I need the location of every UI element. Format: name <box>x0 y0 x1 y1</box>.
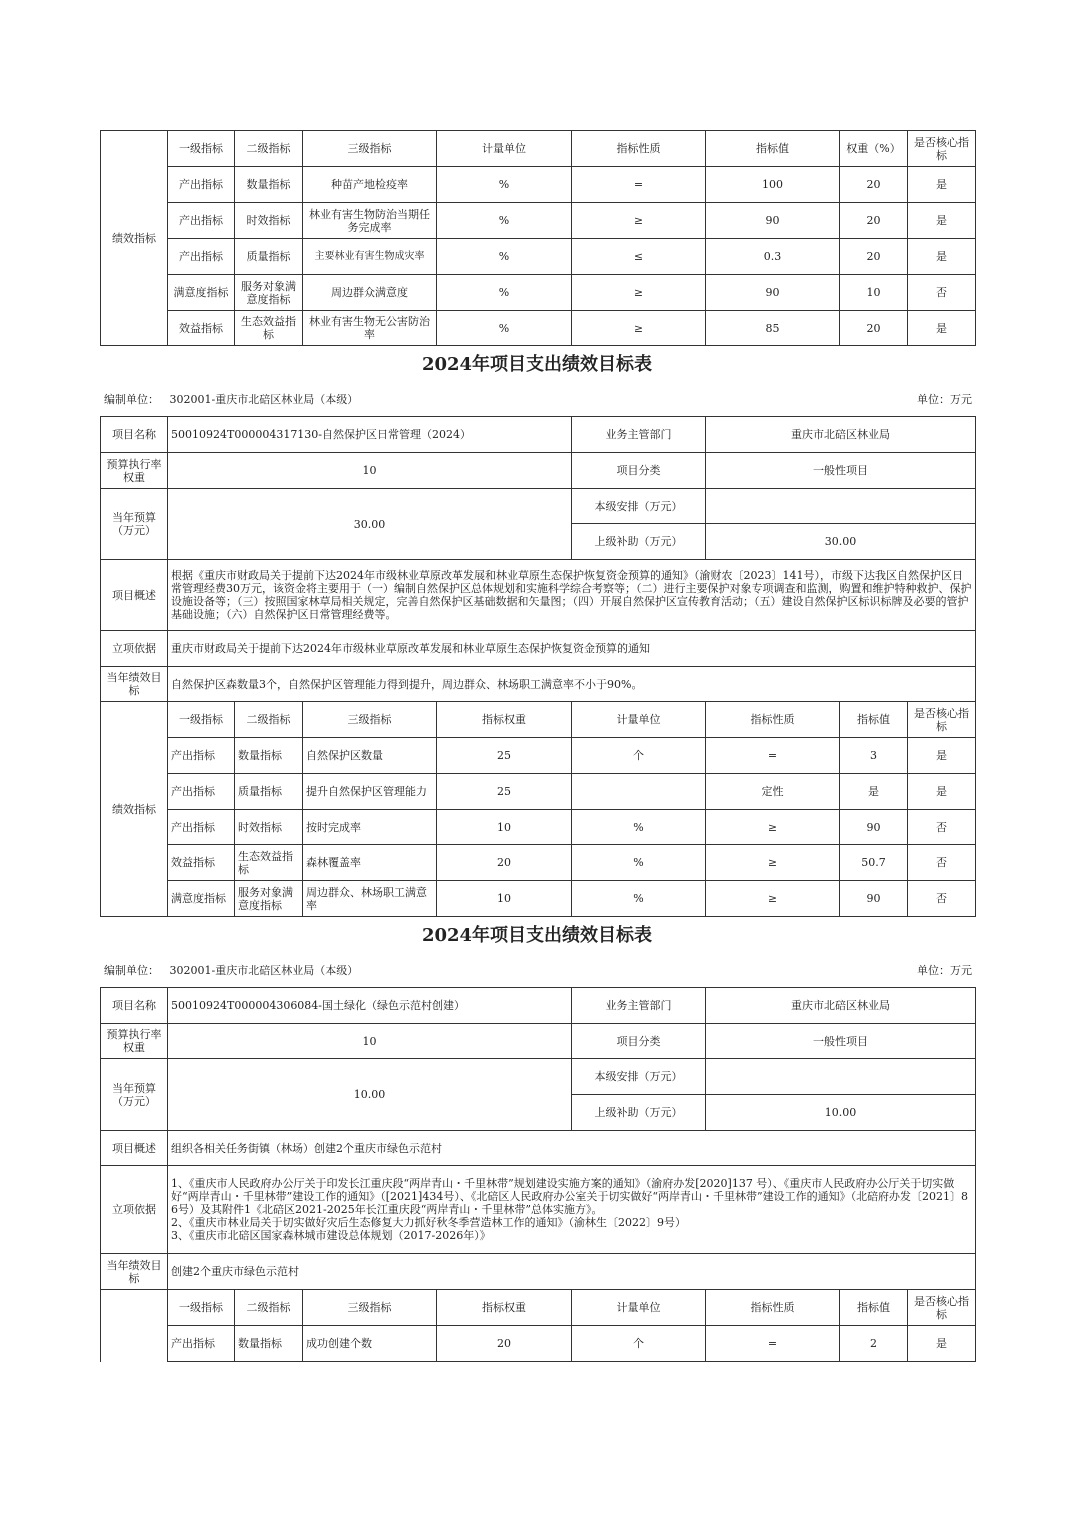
cell: % <box>437 167 572 203</box>
cell: 产出指标 <box>168 1326 235 1362</box>
cell: 满意度指标 <box>168 881 235 917</box>
org-label: 编制单位： <box>104 964 159 977</box>
header-level3: 三级指标 <box>303 702 437 738</box>
header-core: 是否核心指标 <box>908 131 976 167</box>
cell: 数量指标 <box>235 167 303 203</box>
cell: 否 <box>908 275 976 311</box>
cell: 定性 <box>706 774 840 810</box>
header-level1: 一级指标 <box>168 131 235 167</box>
budget-value: 10.00 <box>168 1059 572 1131</box>
cell <box>572 774 706 810</box>
cell: 森林覆盖率 <box>303 845 437 881</box>
cell: 是 <box>908 774 976 810</box>
upper-value: 10.00 <box>706 1095 976 1131</box>
header-level2: 二级指标 <box>235 131 303 167</box>
cell: 林业有害生物防治当期任务完成率 <box>303 203 437 239</box>
table-row <box>101 774 976 810</box>
org-value: 302001-重庆市北碚区林业局（本级） <box>169 393 359 406</box>
basis-value: 重庆市财政局关于提前下达2024年市级林业草原改革发展和林业草原生态保护恢复资金预算的通知 <box>168 631 976 667</box>
cell: 生态效益指标 <box>235 845 303 881</box>
table-row <box>101 810 976 845</box>
cell: 0.3 <box>706 239 840 275</box>
cell: 是 <box>908 738 976 774</box>
label-overview: 项目概述 <box>101 560 168 631</box>
cell: 主要林业有害生物成灾率 <box>303 239 437 275</box>
table-row <box>101 239 976 275</box>
basis-item-3: 3、《重庆市北碚区国家森林城市建设总体规划（2017-2026年）》 <box>171 1229 491 1242</box>
cell: 90 <box>840 881 908 917</box>
table-row <box>101 881 976 917</box>
header-level2: 二级指标 <box>235 702 303 738</box>
header-nature: 指标性质 <box>706 1290 840 1326</box>
label-budget: 当年预算（万元） <box>101 489 168 560</box>
cell: 周边群众、林场职工满意率 <box>303 881 437 917</box>
cell: 90 <box>840 810 908 845</box>
dept-value: 重庆市北碚区林业局 <box>706 988 976 1024</box>
cell: % <box>572 810 706 845</box>
cell: 提升自然保护区管理能力 <box>303 774 437 810</box>
label-proj-name: 项目名称 <box>101 988 168 1024</box>
cell: = <box>572 167 706 203</box>
local-value <box>706 1059 976 1095</box>
cell: 种苗产地检疫率 <box>303 167 437 203</box>
label-upper: 上级补助（万元） <box>572 1095 706 1131</box>
cell: 数量指标 <box>235 738 303 774</box>
upper-value: 30.00 <box>706 524 976 560</box>
label-goal: 当年绩效目标 <box>101 667 168 702</box>
org-label: 编制单位： <box>104 393 159 406</box>
exec-rate-value: 10 <box>168 1024 572 1059</box>
category-value: 一般性项目 <box>706 453 976 489</box>
cell: 时效指标 <box>235 203 303 239</box>
cell: 产出指标 <box>168 810 235 845</box>
cell: 20 <box>437 845 572 881</box>
category-value: 一般性项目 <box>706 1024 976 1059</box>
org-line-2 <box>104 391 358 407</box>
table-row <box>101 167 976 203</box>
cell: 满意度指标 <box>168 275 235 311</box>
basis-value <box>168 1166 976 1254</box>
label-local: 本级安排（万元） <box>572 1059 706 1095</box>
cell: % <box>437 239 572 275</box>
cell: 按时完成率 <box>303 810 437 845</box>
header-level3: 三级指标 <box>303 1290 437 1326</box>
header-level3: 三级指标 <box>303 131 437 167</box>
cell: 周边群众满意度 <box>303 275 437 311</box>
cell: % <box>437 275 572 311</box>
cell: 90 <box>706 203 840 239</box>
cell: ≥ <box>706 810 840 845</box>
cell: 个 <box>572 1326 706 1362</box>
cell: 成功创建个数 <box>303 1326 437 1362</box>
table-row <box>101 275 976 311</box>
label-dept: 业务主管部门 <box>572 988 706 1024</box>
goal-value: 自然保护区森数量3个，自然保护区管理能力得到提升，周边群众、林场职工满意率不小于90%。 <box>168 667 976 702</box>
table-row <box>101 311 976 346</box>
cell: 20 <box>840 311 908 346</box>
basis-item-2: 2、《重庆市林业局关于切实做好灾后生态修复大力抓好秋冬季营造林工作的通知》（渝林生〔2022〕9号） <box>171 1216 686 1229</box>
unit-label: 单位：万元 <box>917 964 972 977</box>
header-weight: 指标权重 <box>437 1290 572 1326</box>
cell: 服务对象满意度指标 <box>235 275 303 311</box>
label-proj-name: 项目名称 <box>101 417 168 453</box>
cell: ≥ <box>572 311 706 346</box>
cell: 90 <box>706 275 840 311</box>
label-category: 项目分类 <box>572 453 706 489</box>
cell: 是 <box>908 239 976 275</box>
cell: 自然保护区数量 <box>303 738 437 774</box>
label-exec-rate: 预算执行率权重 <box>101 453 168 489</box>
goal-value: 创建2个重庆市绿色示范村 <box>168 1254 976 1290</box>
header-value: 指标值 <box>840 1290 908 1326</box>
header-value: 指标值 <box>706 131 840 167</box>
cell: 100 <box>706 167 840 203</box>
overview-value: 组织各相关任务街镇（林场）创建2个重庆市绿色示范村 <box>168 1131 976 1166</box>
cell: ≤ <box>572 239 706 275</box>
header-value: 指标值 <box>840 702 908 738</box>
cell: = <box>706 1326 840 1362</box>
dept-value: 重庆市北碚区林业局 <box>706 417 976 453</box>
cell: 25 <box>437 738 572 774</box>
perf-label-cont <box>101 1290 168 1362</box>
cell: 生态效益指标 <box>235 311 303 346</box>
label-upper: 上级补助（万元） <box>572 524 706 560</box>
org-line-3 <box>104 962 358 978</box>
cell: 50.7 <box>840 845 908 881</box>
cell: 10 <box>840 275 908 311</box>
table-row <box>101 1326 976 1362</box>
cell: 85 <box>706 311 840 346</box>
budget-value: 30.00 <box>168 489 572 560</box>
table-row <box>101 738 976 774</box>
project-table-2 <box>100 416 976 917</box>
header-level1: 一级指标 <box>168 702 235 738</box>
project-table-3 <box>100 987 976 1362</box>
label-basis: 立项依据 <box>101 631 168 667</box>
section2-title: 2024年项目支出绩效目标表 <box>421 354 653 375</box>
cell: 20 <box>840 239 908 275</box>
header-unit: 计量单位 <box>572 702 706 738</box>
cell: 产出指标 <box>168 239 235 275</box>
cell: = <box>706 738 840 774</box>
cell: 是 <box>908 203 976 239</box>
label-goal: 当年绩效目标 <box>101 1254 168 1290</box>
header-unit: 计量单位 <box>572 1290 706 1326</box>
cell: % <box>437 203 572 239</box>
label-dept: 业务主管部门 <box>572 417 706 453</box>
exec-rate-value: 10 <box>168 453 572 489</box>
cell: 是 <box>908 167 976 203</box>
cell: 效益指标 <box>168 845 235 881</box>
cell: ≥ <box>572 275 706 311</box>
cell: 产出指标 <box>168 774 235 810</box>
label-exec-rate: 预算执行率权重 <box>101 1024 168 1059</box>
cell: 服务对象满意度指标 <box>235 881 303 917</box>
header-nature: 指标性质 <box>572 131 706 167</box>
cell: 20 <box>840 203 908 239</box>
header-core: 是否核心指标 <box>908 702 976 738</box>
label-category: 项目分类 <box>572 1024 706 1059</box>
label-local: 本级安排（万元） <box>572 489 706 524</box>
section3-title: 2024年项目支出绩效目标表 <box>421 925 653 946</box>
cell: 时效指标 <box>235 810 303 845</box>
cell: 是 <box>908 1326 976 1362</box>
cell: 25 <box>437 774 572 810</box>
perf-table-1 <box>100 130 976 346</box>
label-budget: 当年预算（万元） <box>101 1059 168 1131</box>
cell: 产出指标 <box>168 203 235 239</box>
basis-item-1: 1、《重庆市人民政府办公厅关于印发长江重庆段“两岸青山・千里林带”规划建设实施方案的通知》（渝府办发[2020]137 号）、《重庆市人民政府办公厅关于切实做好“两岸青山・千里林带”建设工作的通知》（[2021]434号）、《北碚区人民政府办公室关于切实做好“两岸青山・千里林带”建设工作的通知》（北碚府办发〔2021〕86号）及其附件1《北碚区2021-2025年长江重庆段“两岸青山・千里林带”总体实施方》。 <box>171 1177 969 1216</box>
header-unit: 计量单位 <box>437 131 572 167</box>
cell: 10 <box>437 881 572 917</box>
cell: % <box>572 845 706 881</box>
header-weight: 指标权重 <box>437 702 572 738</box>
cell: 3 <box>840 738 908 774</box>
cell: 效益指标 <box>168 311 235 346</box>
cell: ≥ <box>572 203 706 239</box>
cell: 质量指标 <box>235 774 303 810</box>
cell: 是 <box>908 311 976 346</box>
header-level1: 一级指标 <box>168 1290 235 1326</box>
cell: 数量指标 <box>235 1326 303 1362</box>
cell: 产出指标 <box>168 167 235 203</box>
cell: % <box>437 311 572 346</box>
proj-name-value: 50010924T000004306084-国土绿化（绿色示范村创建） <box>168 988 572 1024</box>
table-row <box>101 845 976 881</box>
cell: 10 <box>437 810 572 845</box>
org-value: 302001-重庆市北碚区林业局（本级） <box>169 964 359 977</box>
perf-label: 绩效指标 <box>101 702 168 917</box>
cell: 是 <box>840 774 908 810</box>
cell: 否 <box>908 810 976 845</box>
header-nature: 指标性质 <box>706 702 840 738</box>
cell: % <box>572 881 706 917</box>
cell: 林业有害生物无公害防治率 <box>303 311 437 346</box>
header-level2: 二级指标 <box>235 1290 303 1326</box>
label-basis: 立项依据 <box>101 1166 168 1254</box>
overview-value: 根据《重庆市财政局关于提前下达2024年市级林业草原改革发展和林业草原生态保护恢复资金预算的通知》（渝财农〔2023〕141号），市级下达我区自然保护区日常管理经费30万元，该资金将主要用于（一）编制自然保护区总体规划和实施科学综合考察等；（二）进行主要保护对象专项调查和监测，购置和维护特种救护、保护设施设备等；（三）按照国家林草局相关规定，完善自然保护区基础数据和矢量图；（四）开展自然保护区宣传教育活动；（五）建设自然保护区标识标牌及必要的管护基础设施；（六）自然保护区日常管理经费等。 <box>168 560 976 631</box>
cell: ≥ <box>706 881 840 917</box>
cell: 质量指标 <box>235 239 303 275</box>
perf-label: 绩效指标 <box>101 131 168 346</box>
unit-label: 单位：万元 <box>917 393 972 406</box>
cell: 否 <box>908 845 976 881</box>
cell: 20 <box>840 167 908 203</box>
label-overview: 项目概述 <box>101 1131 168 1166</box>
proj-name-value: 50010924T000004317130-自然保护区日常管理（2024） <box>168 417 572 453</box>
local-value <box>706 489 976 524</box>
cell: ≥ <box>706 845 840 881</box>
cell: 20 <box>437 1326 572 1362</box>
header-weight: 权重（%） <box>840 131 908 167</box>
cell: 产出指标 <box>168 738 235 774</box>
header-core: 是否核心指标 <box>908 1290 976 1326</box>
cell: 个 <box>572 738 706 774</box>
cell: 否 <box>908 881 976 917</box>
cell: 2 <box>840 1326 908 1362</box>
table-row <box>101 203 976 239</box>
